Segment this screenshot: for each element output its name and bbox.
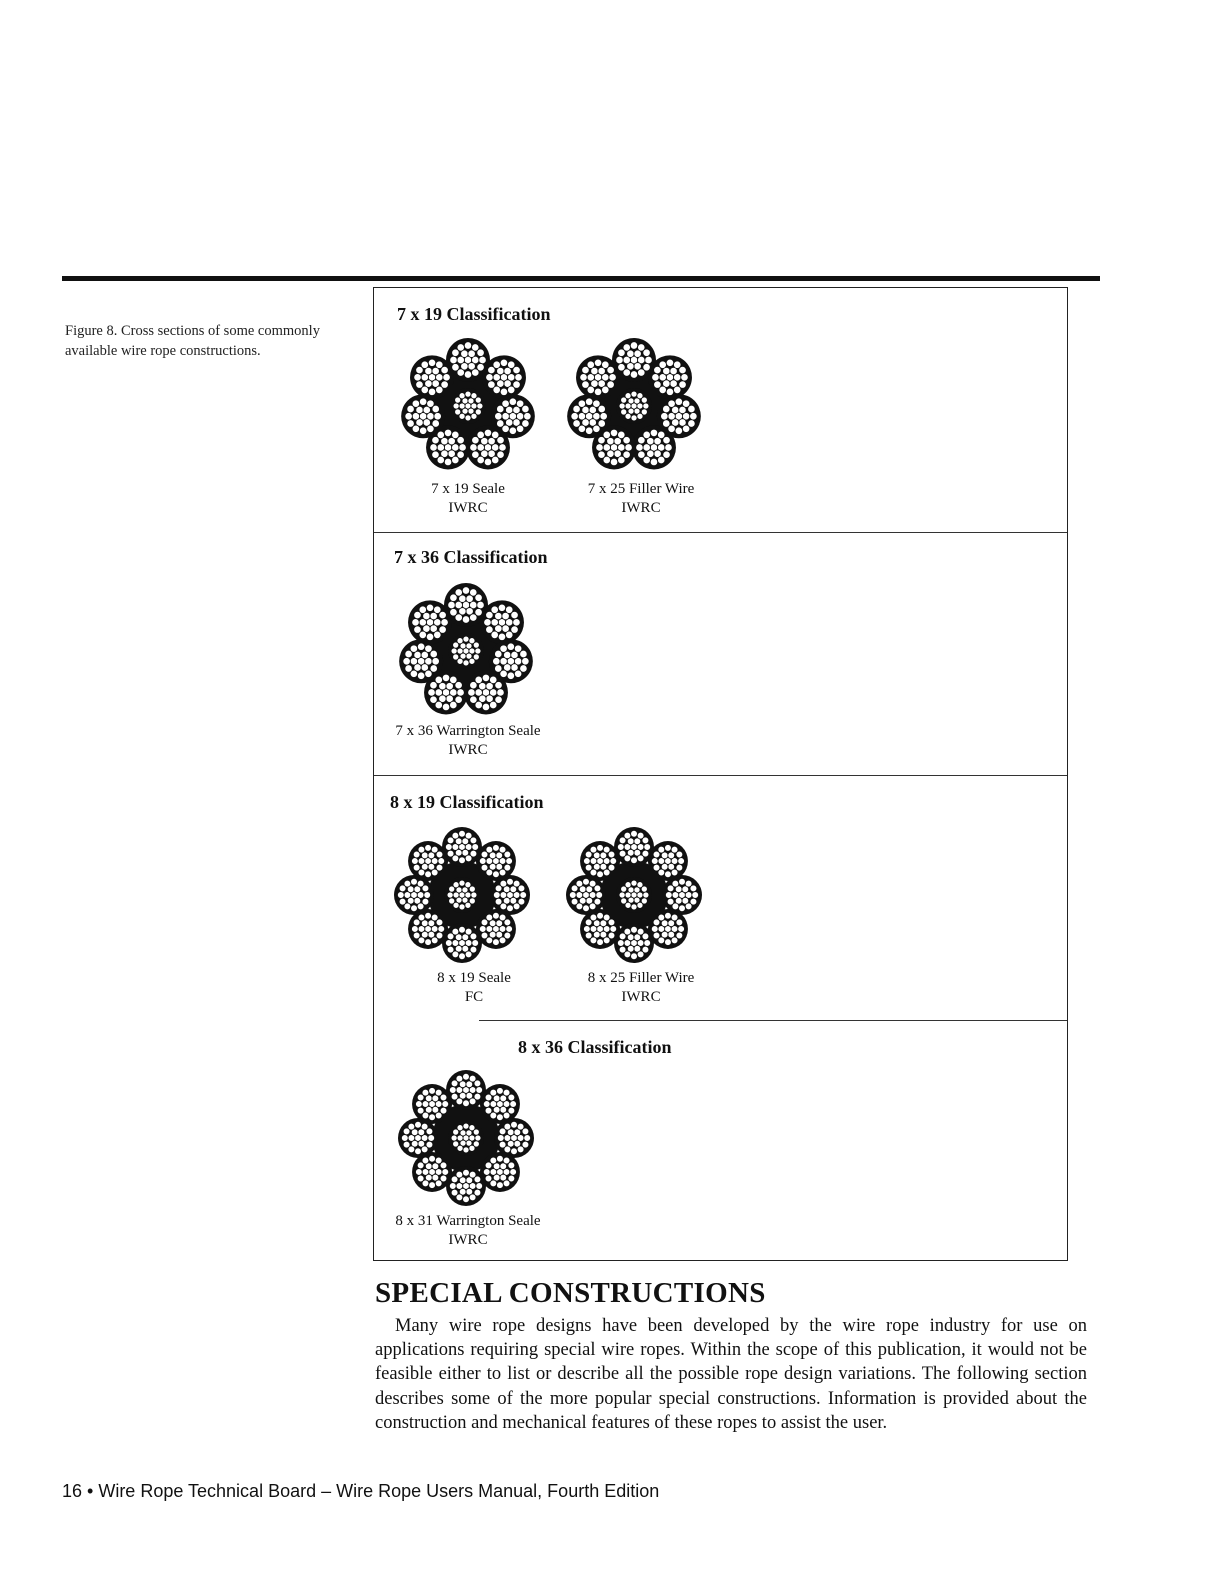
rope-label [383,722,553,760]
classification-heading: 8 x 36 Classification [518,1037,672,1057]
rope-name: 7 x 25 Filler Wire [587,481,695,497]
page-footer: 16 • Wire Rope Technical Board – Wire Rope Users Manual, Fourth Edition [62,1481,660,1501]
rope-label [389,969,559,1007]
rope-core: IWRC [448,742,488,758]
wire-rope-cross-section-icon [396,581,536,721]
classification-heading: 7 x 36 Classification [394,547,548,567]
wire-rope-cross-section-icon [564,336,704,476]
rope-label [383,480,553,518]
rope-core: IWRC [621,500,661,516]
rope-label [556,480,726,518]
header-rule [62,276,1100,281]
section-divider [374,775,1067,776]
figure-caption: Figure 8. Cross sections of some commonly available wire rope constructions. [65,322,320,359]
section-title: SPECIAL CONSTRUCTIONS [375,1277,766,1309]
classification-heading: 7 x 19 Classification [397,304,551,324]
rope-label [556,969,726,1007]
wire-rope-cross-section-icon [396,1068,536,1208]
section-divider [479,1020,1067,1021]
rope-core: IWRC [448,500,488,516]
rope-name: 7 x 36 Warrington Seale [395,723,541,739]
rope-core: IWRC [448,1232,488,1248]
rope-label [383,1212,553,1250]
rope-name: 7 x 19 Seale [431,481,505,497]
wire-rope-cross-section-icon [392,825,532,965]
wire-rope-cross-section-icon [398,336,538,476]
rope-name: 8 x 31 Warrington Seale [395,1213,541,1229]
section-divider [374,532,1067,533]
rope-name: 8 x 25 Filler Wire [587,970,695,986]
rope-core: IWRC [621,989,661,1005]
wire-rope-cross-section-icon [564,825,704,965]
classification-heading: 8 x 19 Classification [390,792,544,812]
rope-name: 8 x 19 Seale [437,970,511,986]
rope-core: FC [464,989,484,1005]
body-paragraph: Many wire rope designs have been developed by the wire rope industry for use on applications requiring special wire ropes. Within the scope of this publication, it would not be feasible either to list or describe all the possible rope design variations. The following section describes some of the more popular special constructions. Information is provided about the construction and mechanical features of these ropes to assist the user. [375,1316,1087,1433]
figure-panel [373,287,1068,1261]
